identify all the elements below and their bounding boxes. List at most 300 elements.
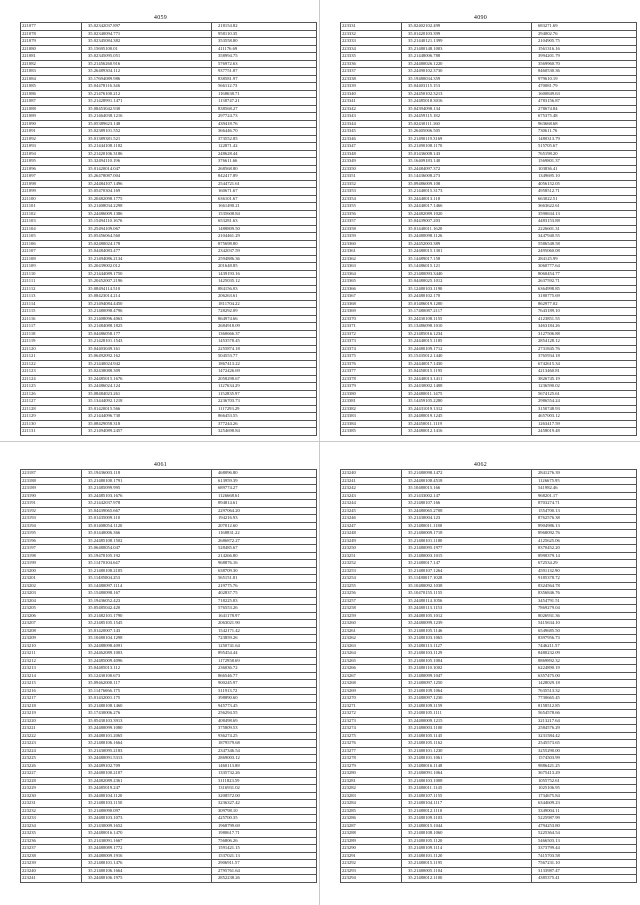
table-row bbox=[341, 105, 637, 113]
row-id-cell: 223292 bbox=[341, 860, 402, 868]
value-cell: 1349695.10 bbox=[532, 173, 637, 181]
value-cell: 1554700.13 bbox=[532, 507, 637, 515]
row-id-cell: 221121 bbox=[21, 353, 82, 361]
value-cell: 900245.97 bbox=[212, 680, 317, 688]
value-cell: 541982.46 bbox=[532, 485, 637, 493]
table-row bbox=[341, 777, 637, 785]
code-cell: 35.24485108.1502 bbox=[82, 537, 212, 545]
code-cell: 35.21480109.1159 bbox=[402, 702, 532, 710]
code-cell: 35.10480092.1038 bbox=[402, 582, 532, 590]
row-id-cell: 223247 bbox=[341, 522, 402, 530]
code-cell: 35.05456064.560 bbox=[82, 233, 212, 241]
row-id-cell: 223333 bbox=[341, 38, 402, 46]
row-id-cell: 223212 bbox=[21, 657, 82, 665]
value-cell: 1236590.02 bbox=[532, 383, 637, 391]
row-id-cell: 221106 bbox=[21, 240, 82, 248]
value-cell: 2347346.54 bbox=[212, 747, 317, 755]
row-id-cell: 223335 bbox=[341, 53, 402, 61]
row-id-cell: 221104 bbox=[21, 225, 82, 233]
table-row bbox=[21, 552, 317, 560]
row-id-cell: 221080 bbox=[21, 45, 82, 53]
value-cell: 4213460.81 bbox=[532, 368, 637, 376]
table-row bbox=[341, 158, 637, 166]
value-cell: 875698.80 bbox=[212, 240, 317, 248]
row-id-cell: 223368 bbox=[341, 300, 402, 308]
table-row bbox=[341, 188, 637, 196]
value-cell: 6357475.00 bbox=[532, 672, 637, 680]
row-id-cell: 223365 bbox=[341, 278, 402, 286]
row-id-cell: 223240 bbox=[21, 867, 82, 875]
code-cell: 35.24480100.2107 bbox=[82, 770, 212, 778]
code-cell: 35.01420103.399 bbox=[402, 30, 532, 38]
table-row bbox=[341, 642, 637, 650]
code-cell: 35.24480109.1712 bbox=[402, 345, 532, 353]
row-id-cell: 223362 bbox=[341, 255, 402, 263]
value-cell: 4123851.55 bbox=[532, 315, 637, 323]
value-cell: 3675413.29 bbox=[532, 770, 637, 778]
table-row bbox=[21, 522, 317, 530]
row-id-cell: 223277 bbox=[341, 747, 402, 755]
code-cell: 35.21430095.2183 bbox=[82, 747, 212, 755]
row-id-cell: 223251 bbox=[341, 552, 402, 560]
table-row bbox=[341, 710, 637, 718]
code-cell: 35.24484097.372 bbox=[402, 165, 532, 173]
table-row bbox=[21, 560, 317, 568]
value-cell: 1591421.15 bbox=[212, 845, 317, 853]
value-cell: 2255874.18 bbox=[212, 345, 317, 353]
table-row bbox=[341, 492, 637, 500]
row-id-cell: 223278 bbox=[341, 755, 402, 763]
value-cell: 373552.85 bbox=[212, 135, 317, 143]
row-id-cell: 223361 bbox=[341, 248, 402, 256]
table-row bbox=[341, 485, 637, 493]
row-id-cell: 223258 bbox=[341, 605, 402, 613]
code-cell: 35.21408034.2298 bbox=[82, 203, 212, 211]
value-cell: 402837.75 bbox=[212, 590, 317, 598]
row-id-cell: 223213 bbox=[21, 665, 82, 673]
row-id-cell: 221115 bbox=[21, 308, 82, 316]
table-row bbox=[341, 785, 637, 793]
value-cell: 866453.55 bbox=[212, 413, 317, 421]
code-cell: 35.21480011.1145 bbox=[402, 785, 532, 793]
code-cell: 35.05485042.420 bbox=[82, 605, 212, 613]
table-row bbox=[341, 875, 637, 883]
row-id-cell: 223385 bbox=[341, 428, 402, 436]
table-row bbox=[21, 300, 317, 308]
row-id-cell: 223246 bbox=[341, 515, 402, 523]
value-cell: 838581.97 bbox=[212, 75, 317, 83]
value-cell: 1172958.69 bbox=[212, 657, 317, 665]
value-cell: 576553.26 bbox=[212, 605, 317, 613]
code-cell: 35.24480098.1126 bbox=[402, 233, 532, 241]
code-cell: 35.01440011.1620 bbox=[402, 225, 532, 233]
value-cell: 122871.42 bbox=[212, 143, 317, 151]
value-cell: 7635513.32 bbox=[532, 687, 637, 695]
table-panel-4 bbox=[340, 461, 637, 883]
code-cell: 35.11470104.647 bbox=[82, 560, 212, 568]
row-id-cell: 223206 bbox=[21, 612, 82, 620]
row-id-cell: 223384 bbox=[341, 420, 402, 428]
value-cell: 7567231.10 bbox=[532, 860, 637, 868]
table-row bbox=[341, 75, 637, 83]
code-cell: 35.09486009.108 bbox=[402, 180, 532, 188]
value-cell: 8324564.78 bbox=[532, 582, 637, 590]
table-row bbox=[341, 263, 637, 271]
value-cell: 672534.29 bbox=[532, 560, 637, 568]
code-cell: 35.06492092.162 bbox=[82, 353, 212, 361]
code-cell: 35.21480101.1180 bbox=[402, 537, 532, 545]
row-id-cell: 223255 bbox=[341, 582, 402, 590]
row-id-cell: 223200 bbox=[21, 567, 82, 575]
value-cell: 206263.61 bbox=[212, 293, 317, 301]
row-id-cell: 223225 bbox=[21, 755, 82, 763]
code-cell: 35.24480102.170 bbox=[402, 293, 532, 301]
table-row bbox=[341, 315, 637, 323]
value-cell: 214266.80 bbox=[212, 552, 317, 560]
row-id-cell: 223281 bbox=[341, 777, 402, 785]
row-id-cell: 223217 bbox=[21, 695, 82, 703]
value-cell: 937751.87 bbox=[212, 68, 317, 76]
row-id-cell: 223273 bbox=[341, 717, 402, 725]
table-row bbox=[341, 732, 637, 740]
row-id-cell: 223286 bbox=[341, 815, 402, 823]
table-row bbox=[21, 612, 317, 620]
table-row bbox=[21, 203, 317, 211]
table-row bbox=[341, 368, 637, 376]
table-row bbox=[21, 188, 317, 196]
row-id-cell: 223205 bbox=[21, 605, 82, 613]
table-row bbox=[21, 173, 317, 181]
table-row bbox=[341, 90, 637, 98]
row-id-cell: 223227 bbox=[21, 770, 82, 778]
row-id-cell: 223284 bbox=[341, 800, 402, 808]
table-row bbox=[21, 590, 317, 598]
row-id-cell: 221095 bbox=[21, 158, 82, 166]
table-row bbox=[21, 785, 317, 793]
table-panel-3 bbox=[20, 461, 317, 883]
value-cell: 377244.26 bbox=[212, 420, 317, 428]
code-cell: 35.17430006.276 bbox=[82, 710, 212, 718]
table-row bbox=[21, 792, 317, 800]
code-cell: 35.21480103.1008 bbox=[402, 777, 532, 785]
code-cell: 35.24482089.1020 bbox=[402, 210, 532, 218]
code-cell: 35.05470304.169 bbox=[82, 188, 212, 196]
code-cell: 35.21485105.1545 bbox=[82, 620, 212, 628]
value-cell: 963668.68 bbox=[532, 120, 637, 128]
code-cell: 35.21480105.1145 bbox=[402, 732, 532, 740]
value-cell: 2104905.75 bbox=[532, 38, 637, 46]
row-id-cell: 221124 bbox=[21, 375, 82, 383]
code-cell: 35.21440121.1399 bbox=[402, 38, 532, 46]
table-row bbox=[21, 695, 317, 703]
value-cell: 1117293.29 bbox=[212, 405, 317, 413]
row-id-cell: 221107 bbox=[21, 248, 82, 256]
table-row bbox=[21, 345, 317, 353]
table-row bbox=[341, 203, 637, 211]
code-cell: 35.21480105.1004 bbox=[402, 657, 532, 665]
table-row bbox=[341, 530, 637, 538]
value-cell: 576972.63 bbox=[212, 60, 317, 68]
value-cell: 1537021.13 bbox=[212, 852, 317, 860]
code-cell: 35.04486058.177 bbox=[82, 330, 212, 338]
code-cell: 35.09462000.117 bbox=[82, 680, 212, 688]
row-id-cell: 221103 bbox=[21, 218, 82, 226]
code-cell: 35.24480009.1215 bbox=[402, 717, 532, 725]
table-row bbox=[21, 285, 317, 293]
value-cell: 398890.60 bbox=[212, 695, 317, 703]
row-id-cell: 223240 bbox=[341, 470, 402, 478]
table-row bbox=[21, 98, 317, 106]
data-table bbox=[340, 469, 637, 883]
code-cell: 35.21480091.1064 bbox=[402, 770, 532, 778]
value-cell: 2906911.57 bbox=[212, 860, 317, 868]
code-cell: 35.32494110.196 bbox=[82, 158, 212, 166]
table-row bbox=[341, 635, 637, 643]
value-cell: 3349004.11 bbox=[532, 807, 637, 815]
value-cell: 2297064.20 bbox=[212, 507, 317, 515]
table-row bbox=[21, 398, 317, 406]
value-cell: 3765934.18 bbox=[532, 353, 637, 361]
table-row bbox=[341, 792, 637, 800]
value-cell: 5466503.13 bbox=[532, 837, 637, 845]
table-row bbox=[21, 270, 317, 278]
code-cell: 35.24480012.1416 bbox=[402, 428, 532, 436]
value-cell: 3447940.55 bbox=[532, 233, 637, 241]
row-id-cell: 223267 bbox=[341, 672, 402, 680]
value-cell: 2544721.61 bbox=[212, 180, 317, 188]
value-cell: 653281.63 bbox=[212, 218, 317, 226]
table-row bbox=[341, 195, 637, 203]
code-cell: 35.21490108.1170 bbox=[402, 143, 532, 151]
code-cell: 35.24486024.124 bbox=[82, 383, 212, 391]
row-id-cell: 223201 bbox=[21, 575, 82, 583]
row-id-cell: 221109 bbox=[21, 263, 82, 271]
table-row bbox=[341, 240, 637, 248]
row-id-cell: 223218 bbox=[21, 702, 82, 710]
table-row bbox=[341, 210, 637, 218]
value-cell: 4125625.06 bbox=[532, 537, 637, 545]
code-cell: 35.24440013.118 bbox=[402, 195, 532, 203]
value-cell: 284125.99 bbox=[532, 255, 637, 263]
value-cell: 103836.41 bbox=[532, 165, 637, 173]
code-cell: 35.10470155.1155 bbox=[402, 590, 532, 598]
horizontal-divider bbox=[0, 441, 640, 442]
row-id-cell: 223355 bbox=[341, 203, 402, 211]
code-cell: 35.24480105.1012 bbox=[402, 612, 532, 620]
code-cell: 35.21476100.212 bbox=[82, 90, 212, 98]
code-cell: 35.21484088.1825 bbox=[82, 323, 212, 331]
code-cell: 35.24480108.4518 bbox=[402, 477, 532, 485]
code-cell: 35.24490102.3730 bbox=[402, 68, 532, 76]
code-cell: 35.21482101.1790 bbox=[82, 612, 212, 620]
value-cell: 2841276.39 bbox=[532, 470, 637, 478]
value-cell: 468096.80 bbox=[212, 470, 317, 478]
code-cell: 35.24440017.1466 bbox=[402, 203, 532, 211]
code-cell: 35.24488098.4091 bbox=[82, 642, 212, 650]
value-cell: 3208572.00 bbox=[212, 792, 317, 800]
value-cell: 2731845.76 bbox=[532, 345, 637, 353]
code-cell: 35.24480019.1245 bbox=[402, 413, 532, 421]
table-row bbox=[21, 680, 317, 688]
value-cell: 1480313.79 bbox=[532, 135, 637, 143]
row-id-cell: 223189 bbox=[21, 485, 82, 493]
value-cell: 3663622.61 bbox=[532, 203, 637, 211]
table-row bbox=[21, 807, 317, 815]
row-id-cell: 223222 bbox=[21, 732, 82, 740]
value-cell: 3255290.00 bbox=[532, 747, 637, 755]
table-row bbox=[21, 383, 317, 391]
code-cell: 35.24480099.1239 bbox=[402, 620, 532, 628]
row-id-cell: 223344 bbox=[341, 120, 402, 128]
code-cell: 35.19470105.192 bbox=[82, 552, 212, 560]
table-row bbox=[21, 830, 317, 838]
row-id-cell: 223204 bbox=[21, 597, 82, 605]
table-row bbox=[21, 68, 317, 76]
table-row bbox=[21, 500, 317, 508]
value-cell: 6224890.19 bbox=[532, 665, 637, 673]
code-cell: 35.10480015.166 bbox=[402, 485, 532, 493]
value-cell: 3236327.42 bbox=[212, 800, 317, 808]
value-cell: 3373799.44 bbox=[532, 845, 637, 853]
table-row bbox=[341, 375, 637, 383]
value-cell: 8762576.38 bbox=[532, 515, 637, 523]
value-cell: 5225364.54 bbox=[532, 830, 637, 838]
code-cell: 35.21428101.1543 bbox=[82, 338, 212, 346]
table-row bbox=[21, 233, 317, 241]
code-cell: 35.02438088.309 bbox=[82, 368, 212, 376]
row-id-cell: 223226 bbox=[21, 762, 82, 770]
row-id-cell: 223265 bbox=[341, 657, 402, 665]
code-cell: 35.21480011.1180 bbox=[402, 522, 532, 530]
value-cell: 5674125.61 bbox=[532, 390, 637, 398]
table-row bbox=[21, 822, 317, 830]
code-cell: 35.01432001.175 bbox=[82, 695, 212, 703]
value-cell: 894814.61 bbox=[212, 500, 317, 508]
code-cell: 35.21480015.1195 bbox=[402, 860, 532, 868]
table-row bbox=[21, 330, 317, 338]
code-cell: 35.21480108.2105 bbox=[82, 567, 212, 575]
value-cell: 278674.84 bbox=[532, 105, 637, 113]
table-row bbox=[341, 420, 637, 428]
value-cell: 1535608.84 bbox=[212, 210, 317, 218]
row-id-cell: 223380 bbox=[341, 390, 402, 398]
value-cell: 207012.60 bbox=[212, 522, 317, 530]
value-cell: 3133987.47 bbox=[532, 867, 637, 875]
row-id-cell: 223287 bbox=[341, 822, 402, 830]
row-id-cell: 223254 bbox=[341, 575, 402, 583]
value-cell: 1867413.22 bbox=[212, 360, 317, 368]
value-cell: 2342037.59 bbox=[212, 248, 317, 256]
table-row bbox=[341, 285, 637, 293]
table-row bbox=[341, 650, 637, 658]
table-row bbox=[341, 830, 637, 838]
value-cell: 1968799.69 bbox=[212, 822, 317, 830]
code-cell: 35.24431019.1312 bbox=[402, 405, 532, 413]
value-cell: 1734675.84 bbox=[532, 792, 637, 800]
table-row bbox=[21, 83, 317, 91]
row-id-cell: 223383 bbox=[341, 413, 402, 421]
table-row bbox=[341, 740, 637, 748]
row-id-cell: 223339 bbox=[341, 83, 402, 91]
row-id-cell: 223280 bbox=[341, 770, 402, 778]
table-row bbox=[21, 867, 317, 875]
table-row bbox=[341, 360, 637, 368]
code-cell: 35.21440015.3173 bbox=[402, 188, 532, 196]
row-id-cell: 221100 bbox=[21, 195, 82, 203]
row-id-cell: 223195 bbox=[21, 530, 82, 538]
value-cell: 1641178.97 bbox=[212, 612, 317, 620]
table-row bbox=[21, 30, 317, 38]
row-id-cell: 223228 bbox=[21, 777, 82, 785]
value-cell: 1055752.61 bbox=[532, 777, 637, 785]
table-row bbox=[21, 537, 317, 545]
row-id-cell: 223293 bbox=[341, 867, 402, 875]
code-cell: 35.21480005.1104 bbox=[402, 867, 532, 875]
code-cell: 35.21430009.1652 bbox=[82, 822, 212, 830]
table-row bbox=[341, 620, 637, 628]
code-cell: 35.20482098.1775 bbox=[82, 195, 212, 203]
row-id-cell: 223202 bbox=[21, 582, 82, 590]
value-cell: 5415634.10 bbox=[532, 620, 637, 628]
code-cell: 35.01420015.566 bbox=[82, 405, 212, 413]
code-cell: 35.21494089.2457 bbox=[82, 428, 212, 436]
table-row bbox=[21, 770, 317, 778]
table-row bbox=[21, 60, 317, 68]
value-cell: 683271.69 bbox=[532, 23, 637, 31]
value-cell: 1542171.42 bbox=[212, 627, 317, 635]
table-row bbox=[341, 38, 637, 46]
code-cell: 35.02342037.897 bbox=[82, 23, 212, 31]
value-cell: 375809.53 bbox=[212, 725, 317, 733]
value-cell: 2495060.08 bbox=[532, 248, 637, 256]
row-id-cell: 223340 bbox=[341, 90, 402, 98]
row-id-cell: 223363 bbox=[341, 263, 402, 271]
code-cell: 35.15480098.167 bbox=[82, 590, 212, 598]
code-cell: 35.21430004.123 bbox=[402, 515, 532, 523]
code-cell: 35.21480109.1114 bbox=[402, 845, 532, 853]
code-cell: 35.01435009.110 bbox=[82, 515, 212, 523]
row-id-cell: 221088 bbox=[21, 105, 82, 113]
value-cell: 1126668.61 bbox=[212, 492, 317, 500]
row-id-cell: 221126 bbox=[21, 390, 82, 398]
value-cell: 7643189.10 bbox=[532, 308, 637, 316]
row-id-cell: 223359 bbox=[341, 233, 402, 241]
table-row bbox=[21, 665, 317, 673]
value-cell: 1980617.71 bbox=[212, 830, 317, 838]
code-cell: 35.24480101.2065 bbox=[82, 732, 212, 740]
code-cell: 35.25494109.067 bbox=[82, 225, 212, 233]
row-id-cell: 223371 bbox=[341, 323, 402, 331]
table-row bbox=[21, 248, 317, 256]
code-cell: 35.15494110.1676 bbox=[82, 218, 212, 226]
value-cell: 219775.76 bbox=[212, 582, 317, 590]
row-id-cell: 223245 bbox=[341, 507, 402, 515]
value-cell: 408498.69 bbox=[212, 717, 317, 725]
row-id-cell: 223270 bbox=[341, 695, 402, 703]
table-panel-2 bbox=[340, 14, 637, 436]
table-title: 4090 bbox=[473, 15, 488, 21]
row-id-cell: 221122 bbox=[21, 360, 82, 368]
row-id-cell: 221077 bbox=[21, 23, 82, 31]
table-row bbox=[341, 428, 637, 436]
row-id-cell: 223347 bbox=[341, 143, 402, 151]
code-cell: 35.21480017.147 bbox=[402, 560, 532, 568]
code-cell: 35.14436008.273 bbox=[402, 173, 532, 181]
code-cell: 35.17694089.986 bbox=[82, 75, 212, 83]
row-id-cell: 223193 bbox=[21, 515, 82, 523]
code-cell: 35.24480106.1975 bbox=[82, 875, 212, 883]
row-id-cell: 223283 bbox=[341, 792, 402, 800]
